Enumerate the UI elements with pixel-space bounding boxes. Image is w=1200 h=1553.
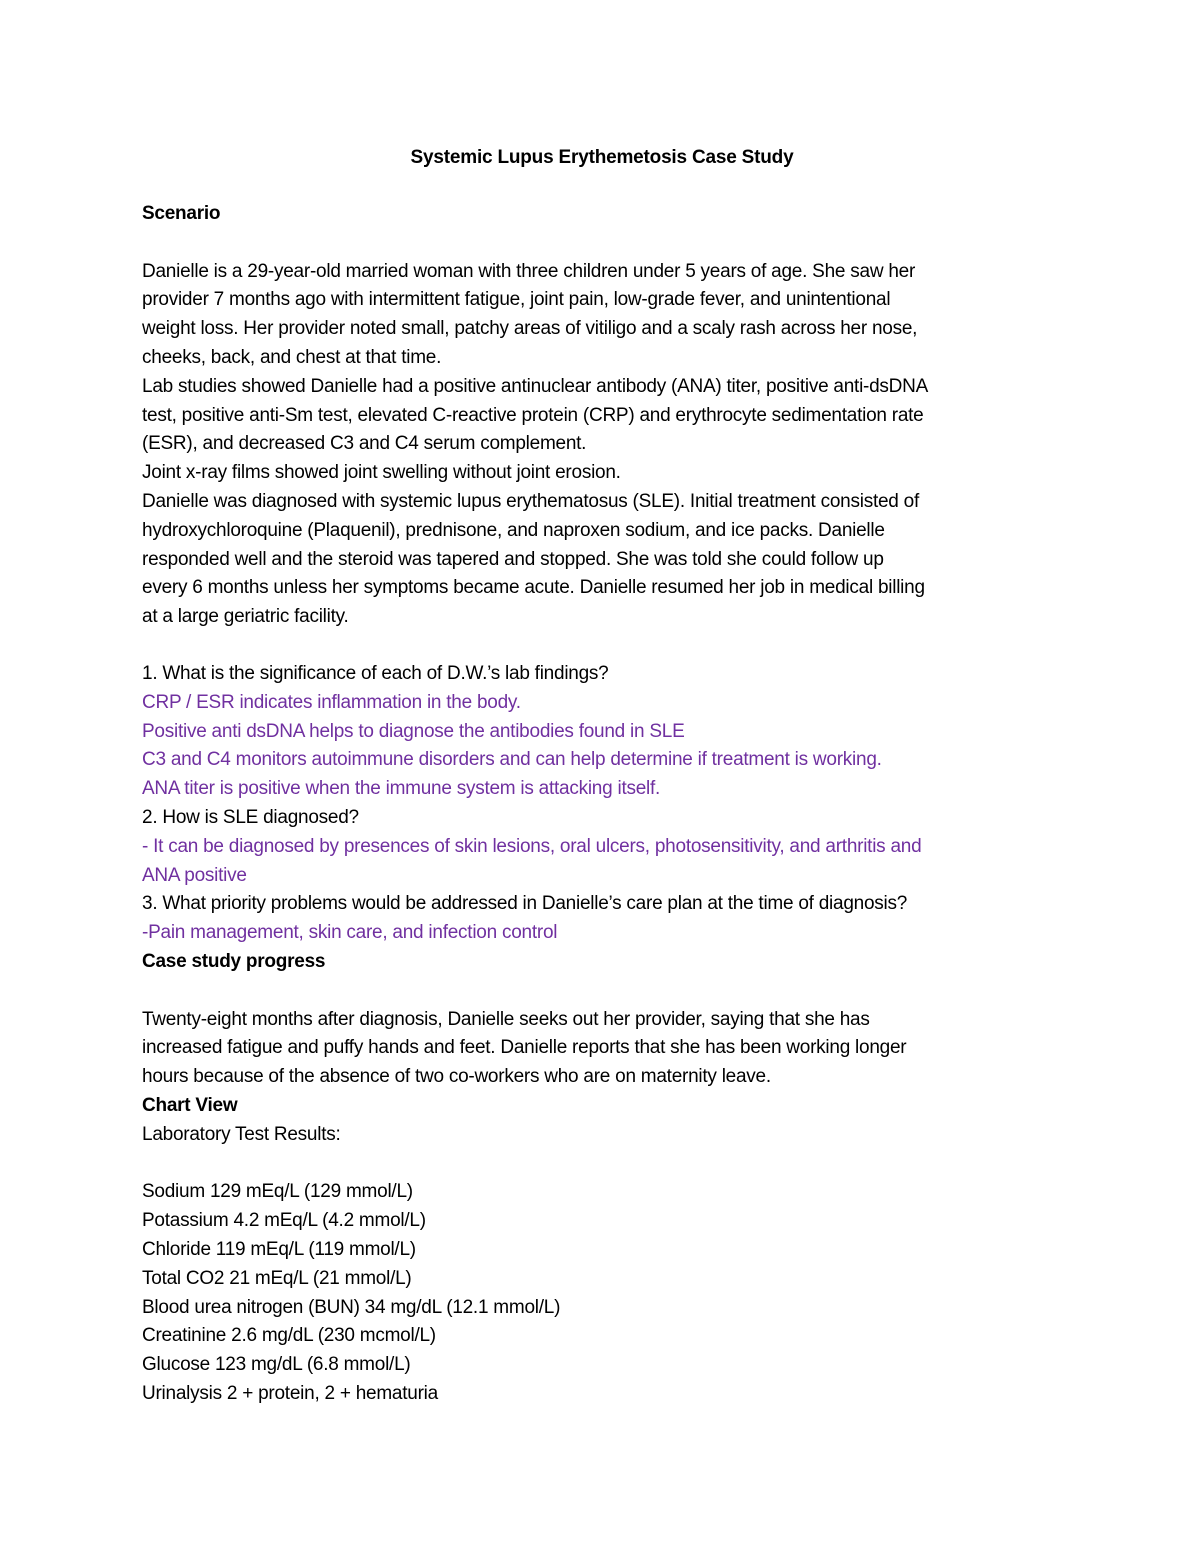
- answer-line: ANA positive: [142, 864, 247, 886]
- progress-line: Twenty-eight months after diagnosis, Danielle seeks out her provider, saying that she has: [142, 1008, 870, 1030]
- scenario-line: test, positive anti-Sm test, elevated C-reactive protein (CRP) and erythrocyte sedimentation rate: [142, 404, 924, 426]
- scenario-line: Danielle is a 29-year-old married woman with three children under 5 years of age. She saw her: [142, 260, 916, 282]
- lab-result: Sodium 129 mEq/L (129 mmol/L): [142, 1181, 413, 1203]
- scenario-line: at a large geriatric facility.: [142, 606, 349, 628]
- progress-heading: Case study progress: [142, 951, 326, 972]
- lab-result: Chloride 119 mEq/L (119 mmol/L): [142, 1238, 416, 1260]
- question-1: 1. What is the significance of each of D.W.’s lab findings?: [142, 663, 609, 684]
- chart-view-section: [142, 1092, 1077, 1409]
- scenario-line: every 6 months unless her symptoms became acute. Danielle resumed her job in medical billing: [142, 577, 925, 599]
- progress-line: hours because of the absence of two co-workers who are on maternity leave.: [142, 1066, 771, 1088]
- scenario-heading: Scenario: [142, 203, 221, 224]
- answer-line: C3 and C4 monitors autoimmune disorders and can help determine if treatment is working.: [142, 749, 882, 771]
- scenario-line: responded well and the steroid was tapered and stopped. She was told she could follow up: [142, 548, 884, 570]
- lab-result: Total CO2 21 mEq/L (21 mmol/L): [142, 1267, 412, 1289]
- lab-result: Creatinine 2.6 mg/dL (230 mcmol/L): [142, 1325, 436, 1347]
- scenario-line: weight loss. Her provider noted small, patchy areas of vitiligo and a scaly rash across her nose,: [142, 318, 918, 340]
- scenario-line: cheeks, back, and chest at that time.: [142, 346, 442, 368]
- progress-section: [142, 948, 1077, 1092]
- answer-line: ANA titer is positive when the immune system is attacking itself.: [142, 778, 661, 800]
- lab-result: Blood urea nitrogen (BUN) 34 mg/dL (12.1 mmol/L): [142, 1296, 561, 1318]
- lab-results-subheading: Laboratory Test Results:: [142, 1123, 341, 1145]
- scenario-line: (ESR), and decreased C3 and C4 serum complement.: [142, 433, 587, 455]
- scenario-line: provider 7 months ago with intermittent fatigue, joint pain, low-grade fever, and unintentional: [142, 289, 891, 311]
- scenario-line: Joint x-ray films showed joint swelling without joint erosion.: [142, 462, 621, 484]
- chart-view-heading: Chart View: [142, 1095, 238, 1116]
- lab-result: Potassium 4.2 mEq/L (4.2 mmol/L): [142, 1210, 426, 1232]
- questions-section: [142, 660, 1077, 948]
- question-2: 2. How is SLE diagnosed?: [142, 806, 359, 828]
- progress-line: increased fatigue and puffy hands and feet. Danielle reports that she has been working longer: [142, 1037, 907, 1059]
- scenario-section: [142, 200, 1077, 632]
- document-title: Systemic Lupus Erythemetosis Case Study: [410, 147, 794, 168]
- answer-line: - It can be diagnosed by presences of skin lesions, oral ulcers, photosensitivity, and arthritis and: [142, 835, 922, 857]
- question-3: 3. What priority problems would be addressed in Danielle’s care plan at the time of diagnosis?: [142, 893, 908, 915]
- scenario-line: Lab studies showed Danielle had a positive antinuclear antibody (ANA) titer, positive anti-dsDNA: [142, 375, 929, 397]
- answer-line: Positive anti dsDNA helps to diagnose the antibodies found in SLE: [142, 720, 685, 742]
- lab-result: Urinalysis 2 + protein, 2 + hematuria: [142, 1382, 438, 1404]
- answer-line: CRP / ESR indicates inflammation in the body.: [142, 691, 521, 713]
- answer-line: -Pain management, skin care, and infection control: [142, 922, 558, 944]
- scenario-line: hydroxychloroquine (Plaquenil), prednisone, and naproxen sodium, and ice packs. Danielle: [142, 519, 885, 541]
- lab-result: Glucose 123 mg/dL (6.8 mmol/L): [142, 1354, 411, 1376]
- scenario-line: Danielle was diagnosed with systemic lupus erythematosus (SLE). Initial treatment consisted of: [142, 490, 919, 512]
